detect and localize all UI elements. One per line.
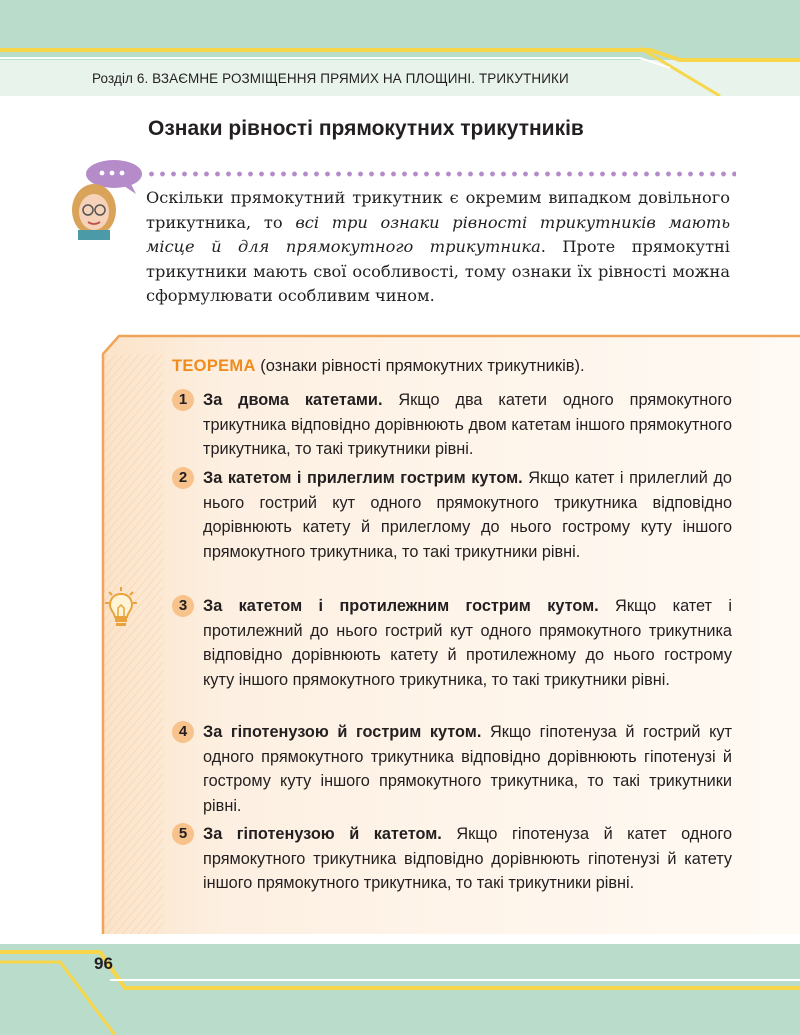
item-title: За катетом і протилежним гострим кутом. [203,597,599,615]
theorem-item-1 [172,388,732,462]
item-title: За гіпотенузою й гострим кутом. [203,723,482,741]
lightbulb-icon [104,586,138,630]
intro-paragraph [146,186,730,309]
theorem-item-3 [172,594,732,692]
item-text: Якщо гіпотенуза й гострий кут одного прямокутного трикутника відповідно дорівнюють гіпотенузі й гострому куту іншого прямокутного трикутника, то такі трикутники рівні. [203,723,732,815]
item-text: Якщо катет і прилеглий до нього гострий кут одного прямокутного трикутника відповідно дорівнюють катету й прилеглому до нього гострому куту іншого прямокутного трикутника, то такі трикутники рівні. [203,469,732,561]
item-text: Якщо гіпотенуза й катет одного прямокутного трикутника відповідно дорівнюють гіпотенузі й катету іншого прямокутного трикутника, то такі трикутники рівні. [203,825,732,893]
item-title: За двома катетами. [203,391,383,409]
theorem-item-5 [172,822,732,896]
dotted-divider [146,170,736,178]
page-number: 96 [94,954,113,973]
section-title: Ознаки рівності прямокутних трикутників [148,117,584,140]
intro-text-end: . Проте прямокутні трикутники мають свої особливості, тому ознаки їх рівності можна сформулювати особливим чином. [146,237,730,305]
item-text: Якщо два катети одного прямокутного трикутника відповідно дорівнюють двом катетам іншого прямокутного трикутника, то такі трикутники рівні. [203,391,732,459]
item-title: За катетом і прилеглим гострим кутом. [203,469,523,487]
running-title: Розділ 6. ВЗАЄМНЕ РОЗМІЩЕННЯ ПРЯМИХ НА ПЛОЩИНІ. ТРИКУТНИКИ [92,71,569,86]
item-number-badge: 1 [172,389,194,411]
item-number-badge: 4 [172,721,194,743]
intro-italic: всі три ознаки рівності трикутників мають місце й для прямокутного трикутника [146,212,731,256]
item-text: Якщо катет і протилежний до нього гострий кут одного прямокутного трикутника відповідно дорівнюють катету й протилежному до нього гострому куту іншого прямокутного трикутника, то такі трикутники рівні. [203,597,732,689]
theorem-subtitle: (ознаки рівності прямокутних трикутників). [255,357,585,375]
teacher-avatar-icon [70,158,150,240]
theorem-item-4 [172,720,732,818]
theorem-heading [172,357,585,376]
item-number-badge: 3 [172,595,194,617]
item-title: За гіпотенузою й катетом. [203,825,442,843]
theorem-item-2 [172,466,732,564]
theorem-keyword: ТЕОРЕМА [172,357,256,375]
footer-decor-stripe [0,940,800,1035]
item-number-badge: 2 [172,467,194,489]
item-number-badge: 5 [172,823,194,845]
intro-text-start: Оскільки прямокутний трикутник є окремим випадком довільного трикутника, то [146,188,730,232]
